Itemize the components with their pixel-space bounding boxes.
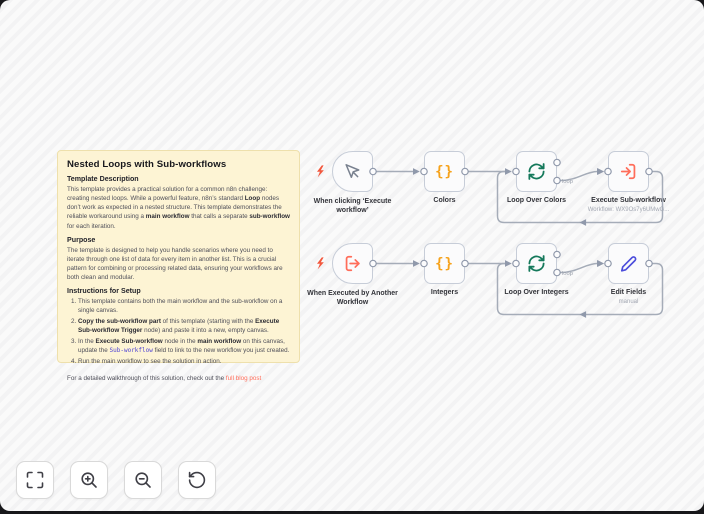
sticky-instructions-list xyxy=(67,297,290,366)
node-integers[interactable] xyxy=(424,243,465,284)
input-arrow xyxy=(413,260,420,267)
trigger-bolt-icon xyxy=(317,165,324,177)
zoom-out-icon xyxy=(132,469,154,491)
loop-output-label: loop xyxy=(562,178,573,185)
cursor-icon xyxy=(343,162,362,181)
node-label-edit-fields: Edit Fields manual xyxy=(573,288,684,307)
node-label-execute-sub-workflow: Execute Sub-workflow Workflow: WX9Os7y6UMwG... xyxy=(573,196,684,215)
input-arrow xyxy=(597,168,604,175)
input-arrow xyxy=(505,168,512,175)
sub-workflow-icon xyxy=(619,162,638,181)
node-manual-trigger[interactable] xyxy=(332,151,373,192)
instruction-step-3: 3. In the Execute Sub-workflow node in the main workflow on this canvas, update the Sub-workflow field to link to the new workflow you just created. xyxy=(78,337,290,356)
sticky-heading-purpose: Purpose xyxy=(67,235,96,244)
trigger-bolt-icon xyxy=(317,257,324,269)
zoom-in-icon xyxy=(78,469,100,491)
code-braces-icon: {} xyxy=(435,255,454,272)
sticky-paragraph-description: This template provides a practical solution for a common n8n challenge: creating nested loops. While a powerful feature, n8n’s standard Loop nodes don’t work as expected in a nested structure. This template demonstrates the reliable workaround using a main workflow that calls a separate sub-workflow for each iteration. xyxy=(67,186,290,230)
arrowhead xyxy=(598,168,605,175)
node-label-colors: Colors xyxy=(433,197,456,204)
instruction-step-1: 1. This template contains both the main workflow and the sub-workflow on a single canvas. xyxy=(78,297,290,315)
fit-view-icon xyxy=(24,469,46,491)
blog-post-link[interactable]: full blog post xyxy=(225,375,262,383)
arrowhead xyxy=(598,260,605,267)
sticky-title: Nested Loops with Sub-workflows xyxy=(67,159,227,170)
undo-icon xyxy=(186,469,208,491)
instruction-step-2: 2. Copy the sub-workflow part of this template (starting with the Execute Sub-workflow Trigger node) and paste it into a new, empty canvas. xyxy=(78,317,290,335)
node-label-loop-over-colors: Loop Over Colors xyxy=(506,197,567,204)
connection-loop-output-to-editfields xyxy=(561,264,598,273)
zoom-in-button[interactable] xyxy=(70,461,108,499)
node-execute-sub-workflow[interactable] xyxy=(608,151,649,192)
node-edit-fields[interactable] xyxy=(608,243,649,284)
node-colors[interactable] xyxy=(424,151,465,192)
node-label-loop-over-integers: Loop Over Integers xyxy=(504,289,569,296)
code-braces-icon: {} xyxy=(435,163,454,180)
loop-output-label: loop xyxy=(562,270,573,277)
instruction-step-4: 4. Run the main workflow to see the solution in action. xyxy=(78,357,290,366)
loop-icon xyxy=(527,254,546,273)
arrowhead xyxy=(580,311,587,318)
node-loop-over-colors[interactable] xyxy=(516,151,557,192)
arrowhead xyxy=(580,219,587,226)
node-label-manual-trigger: When clicking ‘Execute workflow’ xyxy=(313,198,392,215)
connection-loop-output-to-subworkflow xyxy=(561,172,598,181)
sticky-heading-description: Template Description xyxy=(67,175,139,183)
node-subtitle-workflow-id: Workflow: WX9Os7y6UMwG... xyxy=(587,207,670,214)
zoom-out-button[interactable] xyxy=(124,461,162,499)
sticky-note[interactable] xyxy=(57,150,300,383)
node-label-execute-workflow-trigger: When Executed by Another Workflow xyxy=(307,290,398,307)
node-subtitle-manual: manual xyxy=(618,299,639,306)
node-label-integers: Integers xyxy=(430,289,459,296)
sticky-heading-instructions: Instructions for Setup xyxy=(67,287,141,296)
input-arrow xyxy=(597,260,604,267)
loop-icon xyxy=(527,162,546,181)
pencil-icon xyxy=(619,254,638,273)
input-arrow xyxy=(505,260,512,267)
sticky-paragraph-purpose: The template is designed to help you handle scenarios where you need to iterate through one list of data for every item in another list. This is a crucial pattern for combining or processing related data, ensuring your workflows are both clean and modular. xyxy=(67,246,283,281)
node-loop-over-integers[interactable] xyxy=(516,243,557,284)
undo-button[interactable] xyxy=(178,461,216,499)
fit-view-button[interactable] xyxy=(16,461,54,499)
workflow-trigger-icon xyxy=(343,254,362,273)
input-arrow xyxy=(413,168,420,175)
sticky-footer: For a detailed walkthrough of this solution, check out the full blog post xyxy=(67,375,262,383)
node-execute-workflow-trigger[interactable] xyxy=(332,243,373,284)
